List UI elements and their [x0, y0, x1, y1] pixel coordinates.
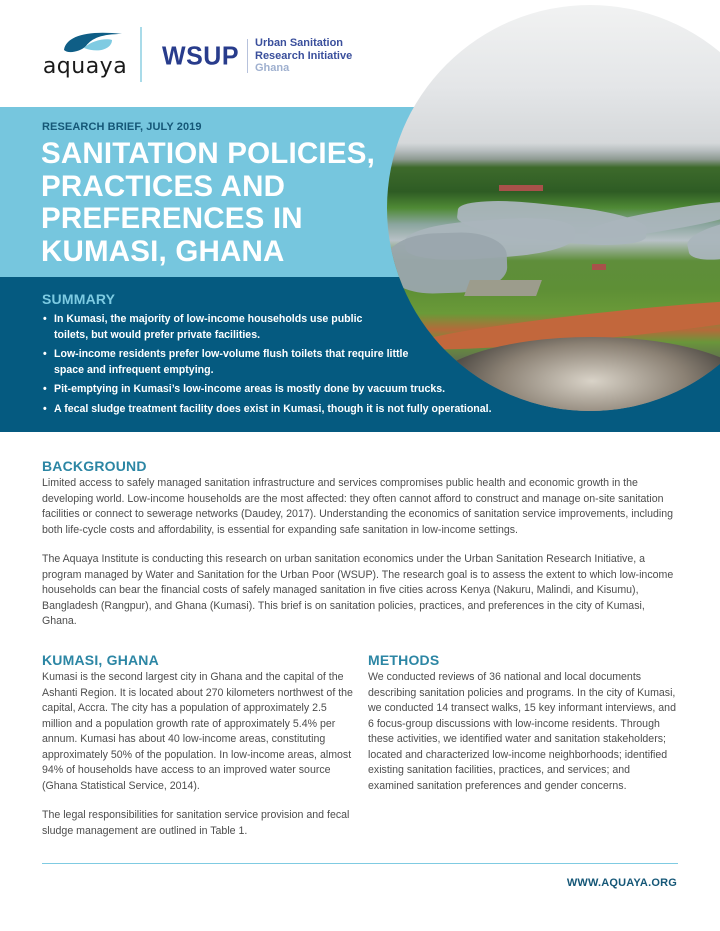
website-link[interactable]: WWW.AQUAYA.ORG	[566, 877, 677, 889]
wsup-separator	[247, 39, 248, 73]
background-heading: BACKGROUND	[42, 458, 147, 474]
wsup-initiative-text	[255, 37, 352, 75]
kumasi-paragraph: The legal responsibilities for sanitation service provision and fecal sludge management are outlined in Table 1.	[42, 809, 350, 837]
summary-list	[42, 312, 492, 421]
logo-divider	[140, 27, 142, 82]
summary-item-text: In Kumasi, the majority of low-income households use public toilets, but would prefer private facilities.	[54, 313, 363, 341]
title-line: PREFERENCES IN	[41, 202, 303, 235]
summary-item-text: Pit-emptying in Kumasi’s low-income areas is mostly done by vacuum trucks.	[54, 383, 446, 395]
building-roof	[499, 185, 543, 191]
summary-heading: SUMMARY	[42, 291, 116, 307]
wsup-line-1: Urban Sanitation	[255, 37, 344, 50]
background-paragraph: Limited access to safely managed sanitation infrastructure and services compromises public health and economic growth in the developing world. Low-income households are the most affected: they often cannot afford to construct and manage on-site sanitation facilities or connect to sewerage networks (Daudey, 2017). Understanding the economics of sanitation service improvements, including both life-cycle costs and affordability, is essential for expanding safe sanitation in low-income settings.	[42, 477, 674, 536]
wsup-line-2: Research Initiative	[255, 49, 353, 62]
summary-item-text: Low-income residents prefer low-volume flush toilets that require little space and infrequent emptying.	[54, 348, 409, 376]
title-line: PRACTICES AND	[41, 169, 286, 203]
footer-divider	[42, 863, 678, 864]
bullet-icon: •	[43, 383, 47, 395]
methods-paragraph: We conducted reviews of 36 national and local documents describing sanitation policies and programs. In the city of Kumasi, we conducted 14 transect walks, 15 key informant interviews, and 6 focus-group discussions with low-income residents. Through these activities, we identified water and sanitation stakeholders; located and characterized low-income neighborhoods; identified existing sanitation facilities, practices, and services; and examined sanitation preferences and gender concerns.	[368, 671, 676, 792]
kumasi-paragraph: Kumasi is the second largest city in Ghana and the capital of the Ashanti Region. It is located about 270 kilometers northwest of the capital, Accra. The city has a population of approximately 2.5 million and a population growth rate of approximately 5.4% per annum. Kumasi has about 40 low-income areas, constituting approximately 50% of the population. In low-income areas, almost 94% of households have access to an improved water source (Ghana Statistical Service, 2014).	[42, 671, 353, 792]
brief-date-label: RESEARCH BRIEF, JULY 2019	[42, 121, 202, 133]
drying-bed	[464, 280, 542, 296]
summary-item	[42, 382, 702, 398]
summary-item	[42, 312, 372, 343]
summary-item-text: A fecal sludge treatment facility does exist in Kumasi, though it is not fully operational.	[54, 402, 492, 415]
wsup-logo	[162, 38, 352, 74]
summary-item	[42, 402, 702, 418]
page-title	[41, 138, 401, 268]
water-swoosh-icon	[62, 28, 124, 54]
title-line: KUMASI, GHANA	[41, 234, 285, 268]
wsup-line-3: Ghana	[255, 62, 290, 75]
methods-heading: METHODS	[368, 652, 440, 668]
bullet-icon: •	[43, 402, 47, 415]
hut-roof	[592, 264, 606, 270]
aquaya-wordmark: aquaya	[42, 54, 128, 79]
bullet-icon: •	[43, 313, 47, 325]
summary-item	[42, 347, 412, 378]
wsup-wordmark: WSUP	[162, 40, 239, 71]
kumasi-heading: KUMASI, GHANA	[42, 652, 159, 668]
aquaya-logo	[40, 28, 130, 80]
bullet-icon: •	[43, 348, 47, 360]
background-paragraph: The Aquaya Institute is conducting this research on urban sanitation economics under the Urban Sanitation Research Initiative, a program managed by Water and Sanitation for the Urban Poor (WSUP). The research goal is to assess the extent to which low-income households can bear the financial costs of safely managed sanitation in five cities across Kenya (Nakuru, Malindi, and Kisumu), Bangladesh (Rangpur), and Ghana (Kumasi). This brief is on sanitation policies, practices, and preferences in the city of Kumasi, Ghana.	[42, 553, 674, 628]
title-line: SANITATION POLICIES,	[41, 137, 375, 170]
